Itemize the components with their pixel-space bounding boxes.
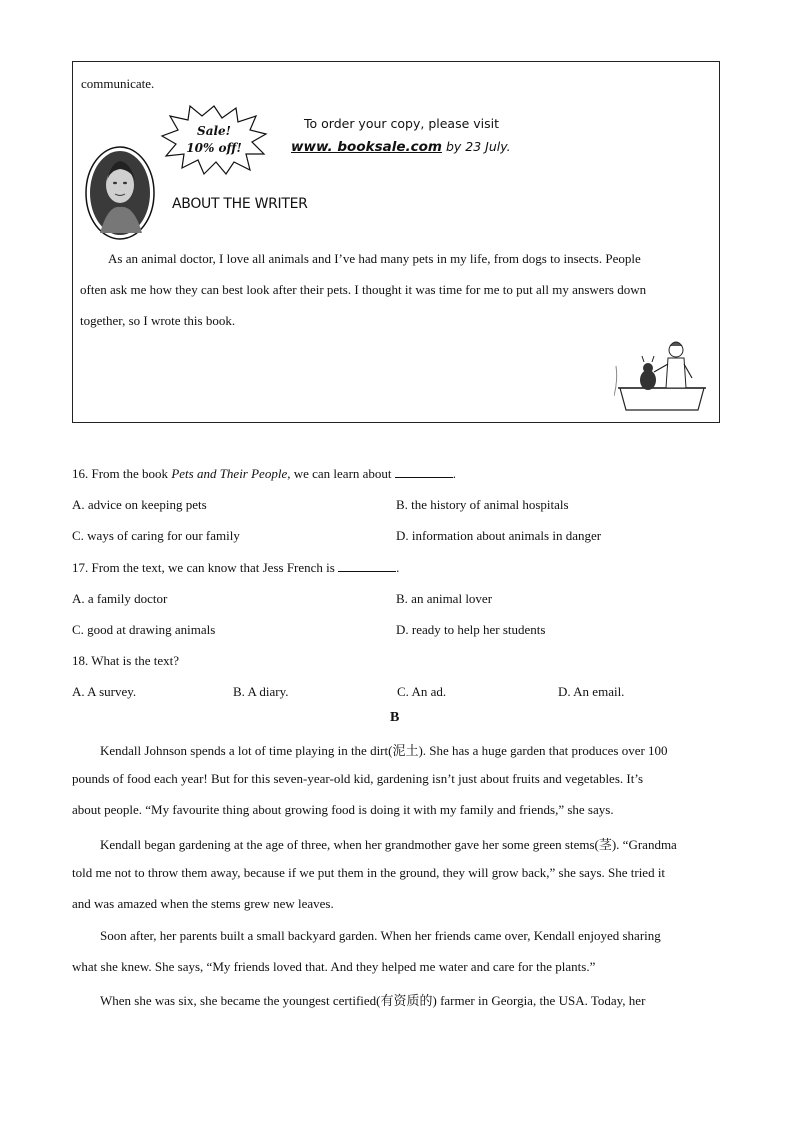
q18-option-c[interactable]: C. An ad. bbox=[397, 684, 447, 699]
section-heading: B bbox=[390, 710, 400, 725]
q17-option-d[interactable]: D. ready to help her students bbox=[396, 622, 546, 637]
question-17 bbox=[72, 560, 399, 576]
sale-text: Sale! bbox=[197, 124, 231, 138]
q16-option-d[interactable]: D. information about animals in danger bbox=[396, 528, 602, 543]
starburst-icon bbox=[160, 104, 268, 176]
q17-text: 17. From the text, we can know that Jess French is bbox=[72, 560, 339, 575]
passage-line: about people. “My favourite thing about growing food is doing it with my family and friends,” she says. bbox=[72, 802, 614, 817]
order-instructions: To order your copy, please visit bbox=[304, 116, 500, 131]
answer-blank bbox=[395, 466, 453, 478]
passage-line: Soon after, her parents built a small backyard garden. When her friends came over, Kendall enjoyed sharing bbox=[100, 928, 661, 943]
book-title: Pets and Their People bbox=[171, 466, 288, 481]
question-16 bbox=[72, 466, 456, 482]
passage-line: pounds of food each year! But for this seven-year-old kid, gardening isn’t just about fruits and vegetables. It’s bbox=[72, 771, 643, 786]
order-deadline: by 23 July. bbox=[441, 139, 511, 154]
q17-end: . bbox=[396, 560, 400, 575]
q16-option-a[interactable]: A. advice on keeping pets bbox=[72, 497, 207, 512]
about-paragraph-line-3: together, so I wrote this book. bbox=[80, 313, 236, 328]
q18-option-b[interactable]: B. A diary. bbox=[233, 684, 289, 699]
ad-top-line: communicate. bbox=[81, 76, 155, 91]
q18-option-d[interactable]: D. An email. bbox=[558, 684, 625, 699]
writer-photo-icon bbox=[84, 145, 156, 241]
q17-option-c[interactable]: C. good at drawing animals bbox=[72, 622, 216, 637]
about-paragraph-line-1: As an animal doctor, I love all animals and I’ve had many pets in my life, from dogs to insects. People bbox=[108, 251, 641, 266]
discount-text: 10% off! bbox=[186, 141, 242, 155]
q16-end: . bbox=[452, 466, 457, 481]
writer-portrait bbox=[84, 145, 156, 241]
passage-line: Kendall Johnson spends a lot of time playing in the dirt(泥土). She has a huge garden that produces over 100 bbox=[100, 743, 668, 758]
q18-option-a[interactable]: A. A survey. bbox=[72, 684, 137, 699]
q16-option-c[interactable]: C. ways of caring for our family bbox=[72, 528, 240, 543]
passage-line: When she was six, she became the youngest certified(有资质的) farmer in Georgia, the USA. Today, her bbox=[100, 993, 646, 1008]
bath-sketch-icon bbox=[614, 336, 710, 416]
order-url-link[interactable]: www. booksale.com bbox=[291, 139, 442, 155]
dog-bath-illustration bbox=[614, 336, 710, 416]
q16-suffix: , we can learn about bbox=[287, 466, 395, 481]
order-link-line bbox=[291, 139, 511, 155]
sale-starburst bbox=[160, 104, 268, 176]
passage-line: and was amazed when the stems grew new leaves. bbox=[72, 896, 334, 911]
passage-line: what she knew. She says, “My friends loved that. And they helped me water and care for the plants.” bbox=[72, 959, 596, 974]
q16-prefix: 16. From the book bbox=[72, 466, 172, 481]
passage-line: told me not to throw them away, because if we put them in the ground, they will grow back,” she says. She tried it bbox=[72, 865, 666, 880]
passage-line: Kendall began gardening at the age of three, when her grandmother gave her some green stems(茎). “Grandma bbox=[100, 837, 677, 852]
q16-option-b[interactable]: B. the history of animal hospitals bbox=[396, 497, 569, 512]
answer-blank bbox=[338, 560, 396, 572]
q17-option-b[interactable]: B. an animal lover bbox=[396, 591, 493, 606]
about-paragraph-line-2: often ask me how they can best look after their pets. I thought it was time for me to put all my answers down bbox=[80, 282, 647, 297]
about-writer-heading: ABOUT THE WRITER bbox=[172, 196, 308, 212]
q17-option-a[interactable]: A. a family doctor bbox=[72, 591, 168, 606]
question-18: 18. What is the text? bbox=[72, 653, 179, 668]
